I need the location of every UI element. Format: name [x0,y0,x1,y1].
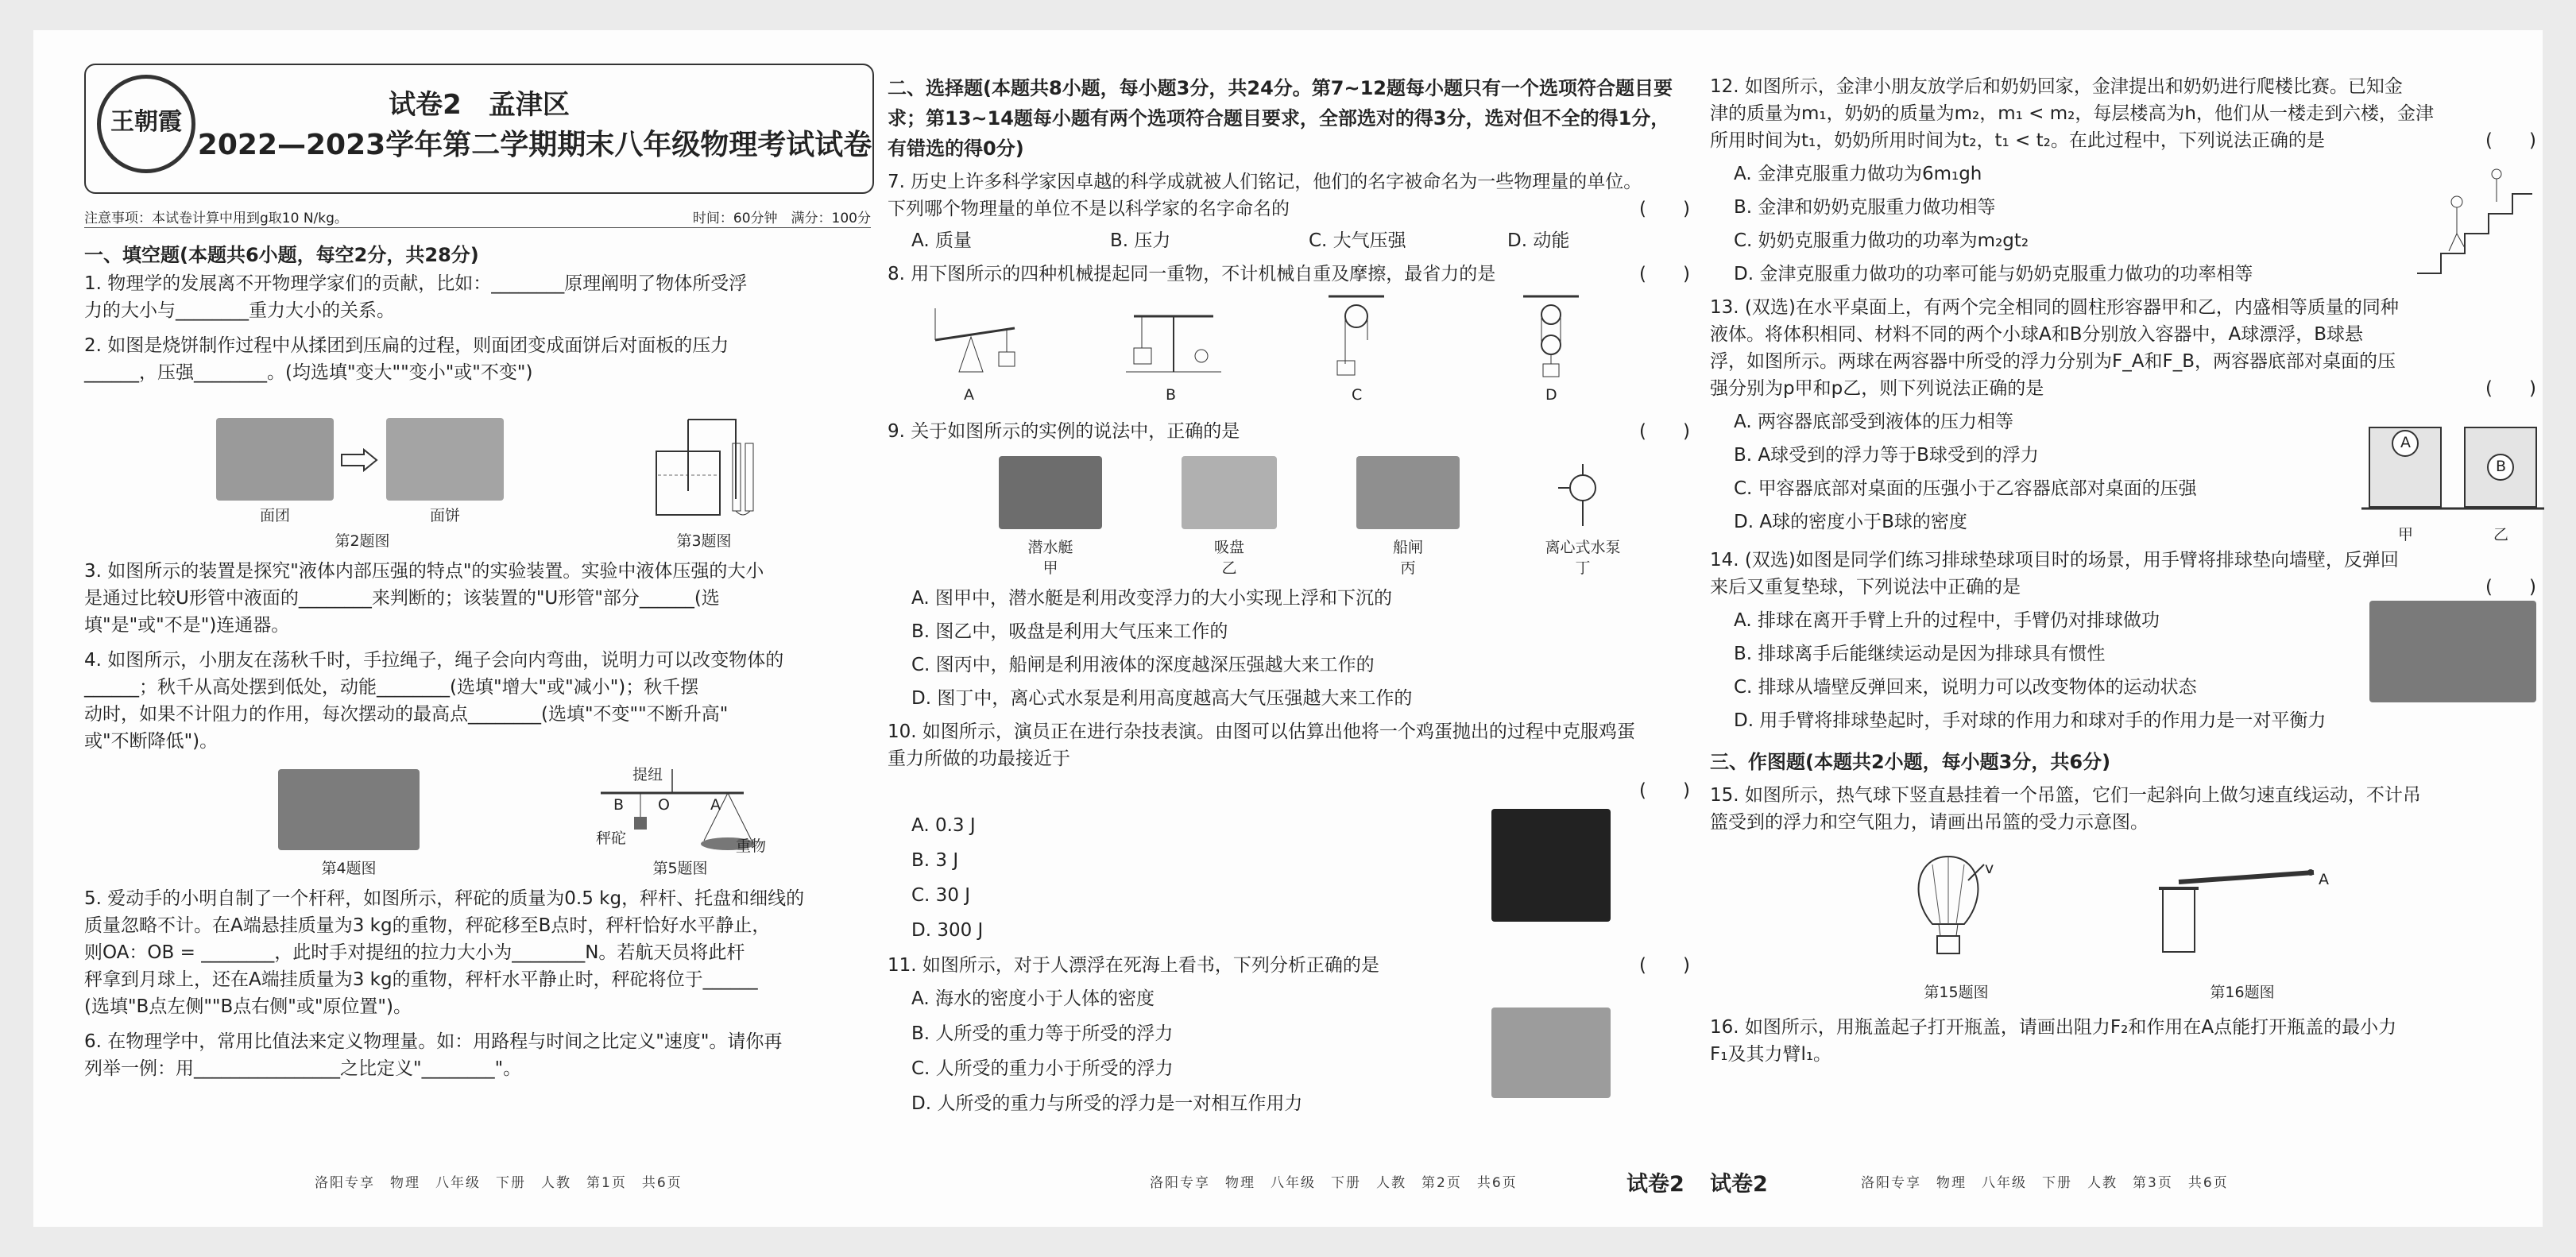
q7-option-d: D. 动能 [1507,230,1570,251]
steelyard-o-label: O [658,796,670,814]
fig4-caption: 第4题图 [321,860,377,877]
submarine-photo [999,456,1102,529]
fig5-caption: 第5题图 [652,860,708,877]
q15-line1: 15. 如图所示，热气球下竖直悬挂着一个吊篮，它们一起斜向上做匀速直线运动，不计吊 [1710,785,2421,806]
q8-label-d: D [1545,386,1557,404]
q9-option-a: A. 图甲中，潜水艇是利用改变浮力的大小实现上浮和下沉的 [911,588,1392,609]
q7-line1: 7. 历史上许多科学家因卓越的科学成就被人们铭记，他们的名字被命名为一些物理量的单位。 [888,172,1642,192]
q9-option-c: C. 图丙中，船闸是利用液体的深度越深压强越大来工作的 [911,655,1375,675]
q6-line2: 列举一例：用________________之比定义"________"。 [84,1058,522,1079]
section2-heading-line3: 有错选的得0分) [888,137,1024,160]
q16-line1: 16. 如图所示，用瓶盖起子打开瓶盖，请画出阻力F₂和作用在A点能打开瓶盖的最小力 [1710,1017,2397,1038]
q9-sub-bing: 丙 [1400,559,1416,577]
q9-sub-jia: 甲 [1042,559,1058,577]
q13-option-b: B. A球受到的浮力等于B球受到的浮力 [1734,445,2039,466]
q12-answer-bracket: ( ) [2485,130,2536,151]
container-yi-label: 乙 [2493,526,2509,543]
q16-line2: F₁及其力臂l₁。 [1710,1044,1832,1065]
footer-page2: 洛阳专享 物理 八年级 下册 人教 第2页 共6页 [1150,1175,1518,1191]
machine-d-pulley-diagram [1515,292,1587,380]
container-ball-b-label: B [2496,458,2507,475]
exam-title: 试卷2 孟津区 [389,89,570,121]
q7-option-c: C. 大气压强 [1309,230,1406,251]
steelyard-tiniu-label: 提纽 [632,766,663,783]
balloon-v-label: v [1985,860,1994,877]
water-pump-diagram [1555,456,1611,529]
q3-line1: 3. 如图所示的装置是探究"液体内部压强的特点"的实验装置。实验中液体压强的大小 [84,561,764,582]
q13-option-d: D. A球的密度小于B球的密度 [1734,512,1967,532]
q5-line4: 秤拿到月球上，还在A端挂质量为3 kg的重物，秤杆水平静止时，秤砣将位于______ [84,969,758,990]
q10-option-d: D. 300 J [911,920,984,941]
q12-option-c: C. 奶奶克服重力做功的功率为m₂gt₂ [1734,230,2029,251]
q9-option-d: D. 图丁中，离心式水泵是利用高度越高大气压强越大来工作的 [911,688,1413,709]
machine-a-lever-diagram [927,292,1023,380]
swing-photo [278,769,420,850]
q1-line2: 力的大小与________重力大小的关系。 [84,300,395,321]
q5-line3: 则OA：OB = ________，此时手对提纽的拉力大小为________N。若航天员将此杆 [84,942,745,963]
q11-option-c: C. 人所受的重力小于所受的浮力 [911,1058,1174,1079]
q4-line1: 4. 如图所示，小朋友在荡秋千时，手拉绳子，绳子会向内弯曲，说明力可以改变物体的 [84,650,784,671]
exam-subtitle: 2022—2023学年第二学期期末八年级物理考试试卷 [197,129,872,161]
pressure-gauge-diagram [640,404,776,523]
steelyard-chengtuo-label: 秤砣 [596,830,627,847]
q2-line1: 2. 如图是烧饼制作过程中从揉团到压扁的过程，则面团变成面饼后对面板的压力 [84,335,729,356]
opener-a-label: A [2319,871,2329,888]
q10-option-c: C. 30 J [911,885,971,906]
footer-page3: 洛阳专享 物理 八年级 下册 人教 第3页 共6页 [1861,1175,2229,1191]
time-score-text: 时间：60分钟 满分：100分 [692,211,871,226]
section3-heading: 三、作图题(本题共2小题，每小题3分，共6分) [1710,751,2111,773]
stairs-diagram [2409,162,2536,281]
steelyard-zhongwu-label: 重物 [736,837,767,855]
q8-label-b: B [1166,386,1177,404]
q12-option-d: D. 金津克服重力做功的功率可能与奶奶克服重力做功的功率相等 [1734,264,2253,284]
q4-line3: 动时，如果不计阻力的作用，每次摆动的最高点________(选填"不变""不断升高" [84,704,729,725]
q5-line1: 5. 爱动手的小明自制了一个杆秤，如图所示，秤砣的质量为0.5 kg，秤杆、托盘和细线的 [84,888,805,909]
q13-line3: 浮，如图所示。两球在两容器中所受的浮力分别为F_A和F_B，两容器底部对桌面的压 [1710,351,2396,372]
logo-text: 王朝霞 [110,108,182,136]
steelyard-b-label: B [613,796,625,814]
q14-option-b: B. 排球离手后能继续运动是因为排球具有惯性 [1734,644,2106,664]
section2-heading-line2: 求；第13~14题每小题有两个选项符合题目要求，全部选对的得3分，选对但不全的得1分， [888,107,1670,130]
q13-option-c: C. 甲容器底部对桌面的压强小于乙容器底部对桌面的压强 [1734,478,2197,499]
q13-line4: 强分别为p甲和p乙，则下列说法正确的是 [1710,378,2044,399]
pancake-caption: 面饼 [429,507,460,524]
exam-header [84,64,874,194]
q14-option-a: A. 排球在离开手臂上升的过程中，手臂仍对排球做功 [1734,610,2160,631]
q10-answer-bracket: ( ) [1639,780,1690,801]
q12-line1: 12. 如图所示，金津小朋友放学后和奶奶回家，金津提出和奶奶进行爬楼比赛。已知金 [1710,76,2403,97]
q10-option-a: A. 0.3 J [911,815,976,836]
section1-heading: 一、填空题(本题共6小题，每空2分，共28分) [84,244,479,266]
containers-diagram [2361,412,2544,523]
q7-line2: 下列哪个物理量的单位不是以科学家的名字命名的 [888,199,1290,219]
juggler-photo [1491,809,1611,922]
q8-label-c: C [1352,386,1363,404]
q11-option-a: A. 海水的密度小于人体的密度 [911,988,1155,1009]
q3-line3: 填"是"或"不是")连通器。 [84,615,290,636]
q9-sub-yi: 乙 [1221,559,1237,577]
volleyball-photo [2369,601,2536,702]
q6-line1: 6. 在物理学中，常用比值法来定义物理量。如：用路程与时间之比定义"速度"。请你再 [84,1031,783,1052]
exam-tag-page3: 试卷2 [1710,1172,1768,1197]
machine-c-pulley-diagram [1321,292,1392,380]
container-jia-label: 甲 [2398,526,2414,543]
q14-option-c: C. 排球从墙壁反弹回来，说明力可以改变物体的运动状态 [1734,677,2197,698]
q11-option-b: B. 人所受的重力等于所受的浮力 [911,1023,1174,1044]
dead-sea-photo [1491,1008,1611,1098]
q12-line3: 所用时间为t₁，奶奶所用时间为t₂，t₁ < t₂。在此过程中，下列说法正确的是 [1710,130,2325,151]
q13-option-a: A. 两容器底部受到液体的压力相等 [1734,412,2013,432]
exam-tag-page2: 试卷2 [1626,1172,1684,1197]
q12-option-b: B. 金津和奶奶克服重力做功相等 [1734,197,1996,218]
q13-line1: 13. (双选)在水平桌面上，有两个完全相同的圆柱形容器甲和乙，内盛相等质量的同种 [1710,297,2399,318]
q2-line2: ______，压强________。(均选填"变大""变小"或"不变") [84,362,533,383]
q3-line2: 是通过比较U形管中液面的________来判断的；该装置的"U形管"部分______(选 [84,588,720,609]
notice-text: 注意事项：本试卷计算中用到g取10 N/kg。 [84,211,348,226]
q15-line2: 篮受到的浮力和空气阻力，请画出吊篮的受力示意图。 [1710,812,2149,833]
q12-option-a: A. 金津克服重力做功为6m₁gh [1734,164,1982,184]
q4-line4: 或"不断降低")。 [84,731,219,752]
container-ball-a-label: A [2400,434,2411,451]
pancake-photo [386,418,504,501]
q7-answer-bracket: ( ) [1639,199,1690,219]
fig15-caption: 第15题图 [1924,984,1989,1001]
footer-page1: 洛阳专享 物理 八年级 下册 人教 第1页 共6页 [315,1175,683,1191]
fig3-caption: 第3题图 [676,532,732,550]
suction-cup-photo [1182,456,1277,529]
q7-option-b: B. 压力 [1110,230,1171,251]
hot-air-balloon-diagram [1901,849,1996,968]
q14-line1: 14. (双选)如图是同学们练习排球垫球项目时的场景，用手臂将排球垫向墙壁，反弹回 [1710,550,2399,570]
exam-paper [33,30,2543,1227]
q13-line2: 液体。将体积相同、材料不同的两个小球A和B分别放入容器中，A球漂浮，B球悬 [1710,324,2364,345]
q9-option-b: B. 图乙中，吸盘是利用大气压来工作的 [911,621,1228,642]
bottle-opener-diagram [2155,864,2330,960]
q10-line1: 10. 如图所示，演员正在进行杂技表演。由图可以估算出他将一个鸡蛋抛出的过程中克服鸡蛋 [888,721,1635,742]
q10-line2: 重力所做的功最接近于 [888,748,1070,769]
section2-heading-line1: 二、选择题(本题共8小题，每小题3分，共24分。第7~12题每小题只有一个选项符合题目要 [888,77,1673,99]
q13-answer-bracket: ( ) [2485,378,2536,399]
ship-lock-photo [1356,456,1460,529]
q1-line1: 1. 物理学的发展离不开物理学家们的贡献，比如：________原理阐明了物体所受浮 [84,273,748,294]
steelyard-a-label: A [710,796,721,814]
q14-option-d: D. 用手臂将排球垫起时，手对球的作用力和球对手的作用力是一对平衡力 [1734,710,2327,731]
q11-option-d: D. 人所受的重力与所受的浮力是一对相互作用力 [911,1093,1303,1114]
q10-option-b: B. 3 J [911,850,959,871]
fig2-caption: 第2题图 [335,532,390,550]
q7-option-a: A. 质量 [911,230,972,251]
q11-answer-bracket: ( ) [1639,955,1690,976]
divider [84,227,871,228]
q9-text: 9. 关于如图所示的实例的说法中，正确的是 [888,421,1240,442]
q9-sub-ding: 丁 [1575,559,1591,577]
dough-photo [216,418,334,501]
q9-caption-suction: 吸盘 [1213,539,1244,556]
q8-label-a: A [964,386,974,404]
q8-text: 8. 用下图所示的四种机械提起同一重物，不计机械自重及摩擦，最省力的是 [888,264,1496,284]
machine-b-lever-diagram [1126,292,1221,380]
q9-caption-shiplock: 船闸 [1392,539,1423,556]
q5-line5: (选填"B点左侧""B点右侧"或"原位置")。 [84,996,412,1017]
q11-text: 11. 如图所示，对于人漂浮在死海上看书，下列分析正确的是 [888,955,1379,976]
q14-line2: 来后又重复垫球，下列说法中正确的是 [1710,577,2021,598]
arrow-icon [340,448,380,472]
q9-answer-bracket: ( ) [1639,421,1690,442]
q12-line2: 津的质量为m₁，奶奶的质量为m₂，m₁ < m₂，每层楼高为h，他们从一楼走到六楼，金津 [1710,103,2434,124]
dough-caption: 面团 [259,507,290,524]
q4-line2: ______；秋千从高处摆到低处，动能________(选填"增大"或"减小")；秋千摆 [84,677,699,698]
q8-answer-bracket: ( ) [1639,264,1690,284]
q5-line2: 质量忽略不计。在A端悬挂质量为3 kg的重物，秤砣移至B点时，秤杆恰好水平静止， [84,915,771,936]
q9-caption-submarine: 潜水艇 [1027,539,1073,556]
fig16-caption: 第16题图 [2210,984,2275,1001]
q9-caption-pump: 离心式水泵 [1545,539,1621,556]
q14-answer-bracket: ( ) [2485,577,2536,598]
